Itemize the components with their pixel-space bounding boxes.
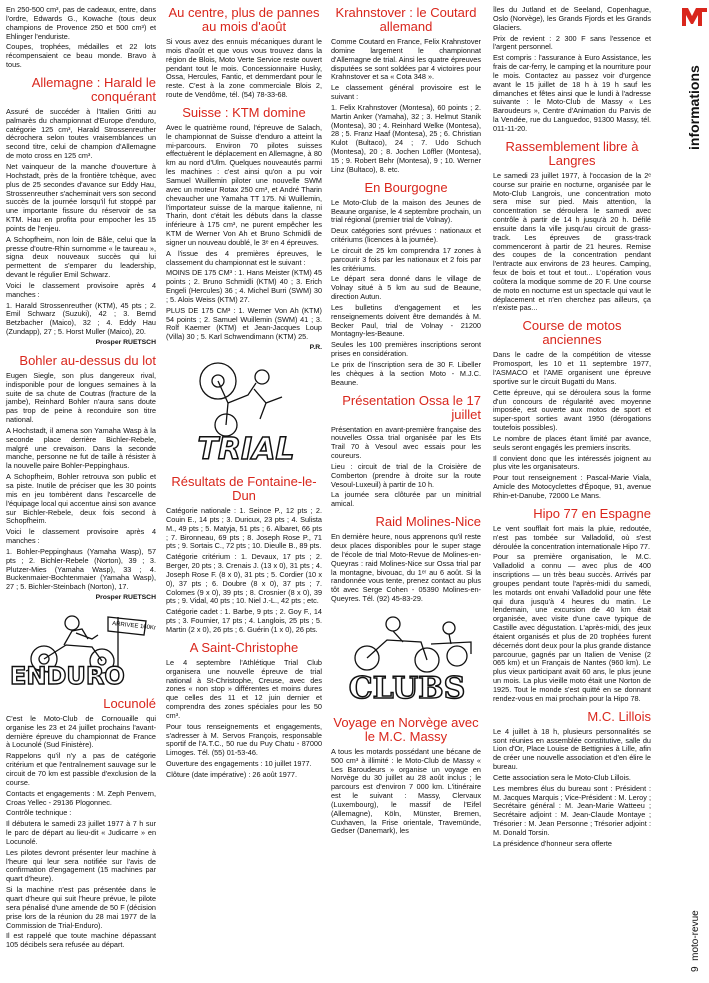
enduro-word: ENDURO (10, 661, 125, 690)
article-text: Le Moto-Club de la maison des Jeunes de Beaune organise, le 4 septembre prochain, un trial régional (premier trial de Volnay). (331, 197, 481, 225)
article-text: Le nombre de places étant limité par avance, seuls seront engagés les premiers inscrits. (493, 433, 651, 452)
enduro-illustration (6, 609, 156, 691)
article-text: Si vous avez des ennuis mécaniques durant le mois d'août et que vous vous trouvez dans la région de Blois, Moto Verte Service reste ouvert pendant tout le mois. Concessionnaire Husky, Ossa, Hercules, Fantic, et demmerdant pour le reste. C'est à la zone commerciale Blois 2, route de Vendôme, tél. (54) 78-33-68. (166, 37, 322, 100)
headline-allemagne: Allemagne : Harald le conquérant (31, 74, 156, 104)
article-text: A Schopfheim, non loin de Bâle, celui que la presse d'outre-Rhin surnomme « le taureau », signa deux nouveaux succès qui lui permettent de s'emparer du leadership, devant le régulier Emil Schwarz. (6, 234, 156, 280)
article-text: Lieu : circuit de trial de la Croisière de Comberton (prendre à droite sur la route Vesoul-Luxeuil) à partir de 10 h. (331, 461, 481, 489)
article-text: La journée sera clôturée par un minitrial amical. (331, 490, 481, 509)
headline-suisse: Suisse : KTM domine (182, 104, 306, 120)
headline-fontaine: Résultats de Fontaine-le-Dun (171, 474, 317, 503)
headline-bohler: Bohler au-dessus du lot (19, 352, 156, 368)
article-text: Prix de revient : 2 300 F sans l'essence et l'argent personnel. (493, 33, 651, 52)
article-text: Le circuit de 25 km comprendra 17 zones à parcourir 3 fois par les nationaux et 2 fois par les critériums. (331, 245, 481, 273)
article-text: Contrôle technique : (6, 808, 72, 818)
headline-norvege: Voyage en Norvège avec le M.C. Massy (333, 714, 479, 744)
headline-raid: Raid Molines-Nice (375, 514, 481, 530)
trial-word: TRIAL (197, 432, 295, 467)
article-text: Seules les 100 premières inscriptions seront prises en considération. (331, 340, 481, 359)
article-text: 1. Bohler-Peppinghaus (Yamaha Wasp), 57 pts ; 2. Bichler-Rebele (Norton), 39 ; 3. Plutzer-Mies (Yamaha Wasp), 33 ; 4. Buckenmaier-Bochtenmaier (Yamaha Wasp), 27 ; 5. Bichler-Steinbach (Norton), 17. (6, 546, 156, 592)
article-text: Les membres élus du bureau sont : Président : M. Jacques Marquis ; Vice-Président : M. Leroy ; Secrétaire général : M. Jean-Marie Watteeu ; Secrétaire adjoint : M. Jean-Claude Montaye ; Trésorier : M. Jean Personne ; Trésorier adjoint : M. Donald Torsin. (493, 783, 651, 837)
headline-stchristophe: A Saint-Christophe (189, 639, 299, 655)
headline-bourgogne: En Bourgogne (364, 179, 448, 195)
column-1 (6, 6, 156, 952)
article-text: Le samedi 23 juillet 1977, à l'occasion de la 2ᵉ course sur prairie en nocturne, organisée par le Moto-Club Langrois, une concentration moto sera mise sur pied. Mais attention, la concentration se déroulera le samedi avec contrôle à partir de 14 h jusqu'à 20 h. Défilé ensuite dans la ville jusqu'au circuit de grass-track. Les épreuves de grass-track commenceront à partir de 21 heures. Remise des coupes de la concentration pendant l'entracte aux environs de 23 heures. Camping, feux de bois et tout et tout... L'opération vous coûtera la modique somme de 20 F. Une course de moto en nocturne est un spectacle qui vaut le déplacement et n'en cherchez pas ailleurs, ça n'existe pas... (493, 170, 651, 313)
article-text: C'est le Moto-Club de Cornouaille qui organise les 23 et 24 juillet prochains l'avant-dernière épreuve du championnat de France à Locunolé (Sud Finistère). (6, 713, 156, 750)
headline-ossa: Présentation Ossa le 17 juillet (342, 392, 481, 422)
finish-sign-text: ARRIVEE 160Km (111, 620, 156, 632)
article-text: Cette association sera le Moto-Club Lillois. (493, 772, 631, 782)
byline: Prosper RUETSCH (95, 594, 156, 602)
article-text: PLUS DE 175 CM³ : 1. Werner Von Ah (KTM) 54 points ; 2. Samuel Wuillemin (SWM) 41 ; 3. Rolf Kaemer (KTM) et Jean-Jacques Loup (Villa) 30 ; 5. Karl Schwendimann (KTM) 25. (166, 305, 322, 342)
footer-line (690, 910, 701, 972)
article-text: En dernière heure, nous apprenons qu'il reste deux places disponibles pour le super stage de l'école de trial Moto-Revue de Molines-en-Queyras : raid Molines-Nice sur Ossa trial par la montagne, bivouac, du 1ᵉʳ au 6 août. Si la randonnée vous tente, prenez contact au plus tôt avec Serge Cohen - 05390 Molines-en-Queyres. Tél. (92) 45-83-29. (331, 532, 481, 604)
trial-rider-cartoon (166, 359, 322, 437)
article-text: Voici le classement provisoire après 4 manches : (6, 280, 156, 299)
headline-krahnstover: Krahnstover : le Coutard allemand (335, 5, 477, 34)
article-text: Si la machine n'est pas présentée dans le quart d'heure qui suit l'heure prévue, le pilote sera pénalisé d'une amende de 50 F (décision prise lors de la réunion du 28 mai 1977 de la Commission de Trial-Enduro). (6, 885, 156, 930)
article-text: Contacts et engagements : M. Zeph Penvern, Croas Yellec - 29136 Plogonnec. (6, 788, 156, 807)
article-text: MOINS DE 175 CM³ : 1. Hans Meister (KTM) 45 points ; 2. Bruno Schmidli (KTM) 40 ; 3. Erich Engeli (Hercules) 36 ; 4. Michel Burri (SWM) 30 ; 5. Alois Weiss (KTM) 27. (166, 268, 322, 304)
article-text: En 250-500 cm³, pas de cadeaux, entre, dans l'ordre, Edwards G., Kowache (tous deux champions de Provence 250 et 500 cm³) et Ehlinger l'enduriste. (6, 5, 156, 41)
article-text: A Schopfheim, Bohler retrouva son public et sa piste. Inutile de préciser que les 30 points mis en jeu tombèrent dans l'escarcelle de l'équipage local qui accentue ainsi son avance sur Bichler-Rebele, deux fois second à Schopfheim. (6, 472, 156, 526)
article-text: Eugen Siegle, son plus dangereux rival, indisponible pour de longues semaines à la suite de sa chute de Coutras (fracture de la jambe), Reinhard Bohler n'aura sans doute pas trop de peine à reconduire son titre national. (6, 370, 156, 425)
article-text: Dans le cadre de la compétition de vitesse Promosport, les 10 et 11 septembre 1977, l'ASMACO et l'AME organisent une épreuve sportive sur le circuit Bugatti du Mans. (493, 350, 651, 386)
column-2 (166, 6, 322, 782)
article-text: Le vent soufflait fort mais la pluie, redoutée, n'est pas tombée sur Valladolid, où s'est déroulée la concentration internationale Hipo 77. (493, 523, 651, 551)
byline: P.R. (309, 344, 322, 352)
article-text: Les pilotes devront présenter leur machine à l'heure qui leur sera notifiée sur l'avis de confirmation d'engagement (15 machines par quart d'heure). (6, 847, 156, 884)
article-text: Le 4 septembre l'Athlétique Trial Club organisera une nouvelle épreuve de trial national à St-Christophe, Creuse, avec des zones « non stop » différentes et moins dures que celles des 11 et 12 juin dernier et comprendra des zones spéciales pour les 50 cm³. (166, 657, 322, 720)
article-text: Voici le classement provisoire après 4 manches : (6, 527, 156, 546)
article-text: Il débutera le samedi 23 juillet 1977 à 7 h sur le parc de départ au lieu-dit « Judicarre » en Locunolé. (6, 819, 156, 846)
article-text: îles du Jutland et de Seeland, Copenhague, Oslo (Norvège), les Grands Fjords et les Grands Glaciers. (493, 5, 651, 32)
article-text: Il est rappelé que toute machine dépassant 105 décibels sera refusée au départ. (6, 931, 156, 950)
headline-centre: Au centre, plus de pannes au mois d'août (168, 5, 320, 34)
article-text: A l'issue des 4 premières épreuves, le classement du championnat est le suivant : (166, 248, 322, 267)
moto-revue-logo-icon (680, 4, 708, 28)
article-text: Présentation en avant-première française des nouvelles Ossa trial organisée par les Ets Trail 70 à Vesoul avec essais pour les coureurs. (331, 424, 481, 461)
section-label: informations (686, 65, 702, 150)
article-text: Deux catégories sont prévues : nationaux et critériums (licences à la journée). (331, 226, 481, 245)
headline-langres: Rassemblement libre à Langres (505, 138, 639, 168)
column-4 (493, 6, 651, 851)
article-text: Le 4 juillet à 18 h, plusieurs personnalités se sont réunies en assemblée constitutive, salle du Lion d'Or, Place Louise de Bettignies à Lille, afin de créer une nouvelle association et d'en élire le bureau. (493, 726, 651, 772)
article-text: Catégorie nationale : 1. Seince P., 12 pts ; 2. Couin E., 14 pts ; 3. Duricux, 23 pts ; 4. Sulista M., 49 pts ; 5. Matyja, 51 pts ; 6. Albaret, 66 pts ; 7. Bironneau, 69 pts ; 8. Joseph Rose P., 71 pts ; 9. Sortais C., 72 pts ; 10. Dieulle B., 89 pts. (166, 506, 322, 551)
article-text: Le classement général provisoire est le suivant : (331, 83, 481, 102)
article-text: Les bulletins d'engagement et les renseignements doivent être demandés à M. Becker Paul, trial de Volnay - 21200 Montagny-les-Beaune. (331, 302, 481, 339)
article-text: A Hochstadt, il amena son Yamaha Wasp à la seconde place derrière Bichler-Rebele, malgré une crevaison. Dans la seconde manche, personne ne fut de taille à résister à la nouvelle paire Bohler-Peppinghaus. (6, 425, 156, 471)
byline: Prosper RUETSCH (95, 339, 156, 346)
article-text: Catégorie critérium : 1. Devaux, 17 pts ; 2. Berger, 20 pts ; 3. Crenais J. (13 x 0), 31 pts ; 4. Joseph Rose F. (8 x 0), 31 pts ; 5. Cordier (10 x 0), 37 pts ; 6. Doubre (8 x 0), 37 pts ; 7. Colomes (9 x 0), 39 pts ; 8. Crosnier (8 x 0), 39 pts ; 9. Vidal, 40 pts ; 10. Niel J.-L., 42 pts ; etc. (166, 552, 322, 606)
article-text: Assuré de succéder à l'Italien Gritti au palmarès du championnat d'Europe d'enduro, catégorie 125 cm³, Harald Strossenreuther décrochera selon toutes vraisemblances un second titre, celui de champion d'Allemagne de moto cross en 125 cm³. (6, 106, 156, 161)
article-text: A tous les motards possédant une bécane de 500 cm³ à illimité : le Moto-Club de Massy « Les Baroudeurs » organise un voyage en Norvège du 30 juillet au 28 août inclus ; le parcours est d'environ 7 000 km. L'itinéraire est le suivant : Massy, Clervaux (Luxembourg), le massif de l'Eifel (Allemagne), Köln, Münster, Bremen, Cuxhaven, la Frise orientale, Travemünde, Gedser (Danemark), les (331, 746, 481, 836)
article-text: 1. Harald Strossenreuther (KTM), 45 pts ; 2. Emil Schwarz (Suzuki), 42 ; 3. Bernd Betzbacher (Maico), 32 ; 4. Eddy Hau (Zundapp), 27 ; 5. Horst Muller (Maico), 20. (6, 300, 156, 337)
article-text: Catégorie cadet : 1. Barbe, 9 pts ; 2. Goy F., 14 pts ; 3. Fournier, 17 pts ; 4. Langlois, 25 pts ; 5. Martin (2 x 0), 26 pts ; 6. Guérin (1 x 0), 26 pts. (166, 607, 322, 634)
article-text: Clôture (date impérative) : 26 août 1977. (166, 769, 298, 779)
article-text: Est compris : l'assurance à Euro Assistance, les frais de car-ferry, le camping et la nourriture pour le mois. Contactez au passez voir d'urgence avant le 15 juillet de 18 h à 19 h sauf les dimanches et fêtes ainsi que le lundi à l'adresse suivante : le Moto-Club de Massy « Les Baroudeurs », Centre d'Animation du Parvis de la Vendée, rue du Languedoc, 91300 Massy, tél. 011-11-20. (493, 53, 651, 133)
sidecar-cartoon (331, 610, 481, 674)
article-text: Comme Coutard en France, Felix Krahnstover domine largement le championnat d'Allemagne de trial. Ainsi les quatre épreuves disputées se sont soldées par 4 victoires pour Krahnstover et sa « Cota 348 ». (331, 37, 481, 82)
clubs-illustration (331, 610, 481, 710)
headline-lillois: M.C. Lillois (587, 708, 651, 724)
article-text: Rappelons qu'il n'y a pas de catégorie critérium et que l'entraînement sauvage sur le circuit de 70 km est passible d'exclusion de la course. (6, 751, 156, 787)
article-text: Net vainqueur de la manche d'ouverture à Hochstadt, près de la frontière tchèque, avec plus de 25 secondes d'avance sur Eddy Hau, Strossenreuther s'acheminait vers son second succès de la journée lorsqu'il fut stoppé par une importante fissure du réservoir de sa KTM. Hau en profita pour empocher les 15 points de l'enjeu. (6, 161, 156, 233)
page-sidebar (656, 0, 709, 983)
article-text: Pour sa première organisation, le M.C. Valladolid a connu — avec plus de 400 inscriptions — un très beau succès. Arrivés par groupes pendant toute l'après-midi du samedi, les motards ont envahi Valladolid pour une fête qui dura jusqu'à 4 heures du matin. Le lendemain, une excursion de 40 km était organisée, avec visite d'une cave typique de Castille avec dégustation. L'après-midi, des jeux étaient organisés et plus de 20 trophées furent décernés dont deux pour la plus grande distance parcourue, gagnés par un Italien de Venise (2 065 km) et un Français de Nantes (960 km). Le plus vieux participant avait 60 ans, le plus jeune un mois. La plus vieille moto était une Norton de 1925. Tout le monde s'est quitté en se donnant rendez-vous en mai prochain pour la Hipo 78. (493, 552, 651, 703)
headline-locunole: Locunolé (103, 695, 156, 711)
clubs-word: CLUBS (348, 670, 466, 706)
column-3 (331, 6, 481, 838)
page-number: 9 (690, 966, 701, 972)
article-text: Avec le quatrième round, l'épreuve de Salach, le championnat de Suisse d'enduro a atteint la mi-parcours. Environ 70 pilotes suisses effectuèrent le déplacement en Allemagne, à 80 km au nord d'Ulm. Quelques nouveautés parmi les machines : c'est ainsi qu'on a pu voir Samuel Wuillemin piloter une nouvelle SWM avec un moteur Rotax 250 cm³, et André Tharin chevaucher une Yamaha TT 175. Ni Wuillemin, l'importateur suisse de la marque italienne, ni Tharin, dont c'était les débuts dans la classe inférieure à 175 cm³, ne purent empêcher les KTM de Werner Von Ah et Bruno Schmidli de signer un nouveau doublé, le 3ᵉ en 4 épreuves. (166, 122, 322, 247)
headline-hipo: Hipo 77 en Espagne (533, 505, 651, 521)
article-text: Cette épreuve, qui se déroulera sous la forme d'un concours de régularité avec moyenne imposée, est ouverte aux motos de sport et super-sport sorties avant 1950 (dérogations toutefois possibles). (493, 387, 651, 433)
article-text: 1. Felix Krahnstover (Montesa), 60 points ; 2. Martin Anker (Yamaha), 32 ; 3. Helmut Stanik (Montesa), 30 ; 4. Reinhard Welke (Montesa), 28 ; 5. Franz Haaf (Montesa), 25 ; 6. Christian Kulot (Bultaco), 24 ; 7. Udo Schuch (Montesa), 20 ; 8. Jochen Löffler (Montesa), 15 ; 9. Robert Behr (Montesa), 9 ; 10. Werner Linz (Bultaco), 8. etc. (331, 102, 481, 174)
article-text: Ouverture des engagements : 10 juillet 1977. (166, 759, 312, 769)
article-text: Coupes, trophées, médailles et 22 lots récompensaient ce beau monde. Bravo à tous. (6, 42, 156, 70)
article-text: La présidence d'honneur sera offerte (493, 838, 612, 848)
article-text: Le prix de l'inscription sera de 30 F. Libeller les chèques à la section Moto - M.J.C. Beaune. (331, 360, 481, 387)
article-text: Il convient donc que les intéressés joignent au plus vite les organisateurs. (493, 453, 651, 472)
headline-anciennes: Course de motos anciennes (522, 318, 622, 348)
article-text: Pour tout renseignement : Pascal-Marie Viala, Amicle des Motocyclettes d'Époque, 91, avenue Rhin-et-Danube, 72000 Le Mans. (493, 473, 651, 500)
trial-illustration (166, 359, 322, 469)
article-text: Pour tous renseignements et engagements, s'adresser à M. Servos François, responsable sportif de l'A.T.C., 50 rue du Puy Chatu - 87000 Limoges. Tél. (55) 01-53-46. (166, 721, 322, 758)
article-text: Le départ sera donné dans le village de Volnay situé à 5 km au sud de Beaune, direction Autun. (331, 274, 481, 302)
magazine-name: moto-revue (690, 910, 701, 961)
